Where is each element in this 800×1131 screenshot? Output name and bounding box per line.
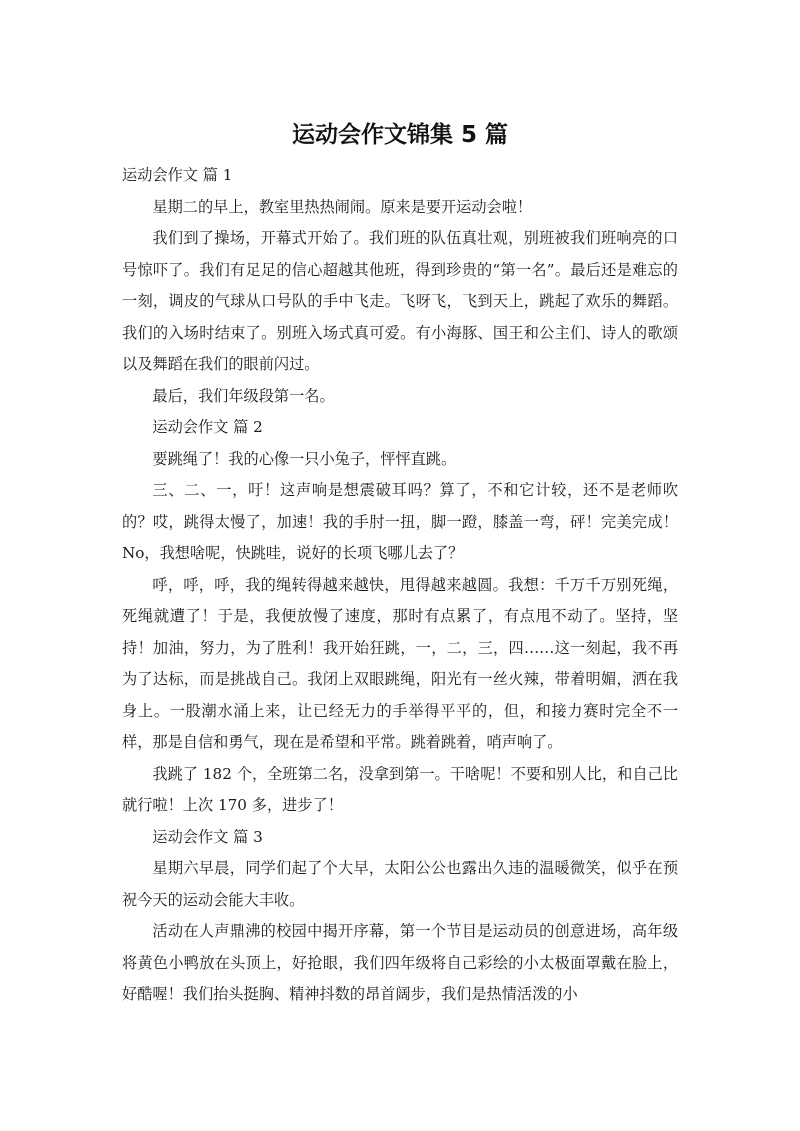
- paragraph: 我跳了 182 个，全班第二名，没拿到第一。干啥呢！不要和别人比，和自己比就行啦！上次 170 多，进步了！: [122, 764, 678, 814]
- paragraph: 星期六早晨，同学们起了个大早，太阳公公也露出久违的温暖微笑，似乎在预祝今天的运动会能大丰收。: [122, 859, 678, 909]
- paragraph: 我们到了操场，开幕式开始了。我们班的队伍真壮观，别班被我们班响亮的口号惊吓了。我们有足足的信心超越其他班，得到珍贵的“第一名”。最后还是难忘的一刻，调皮的气球从口号队的手中飞走。飞呀飞，飞到天上，跳起了欢乐的舞蹈。我们的入场时结束了。别班入场式真可爱。有小海豚、国王和公主们、诗人的歌颂以及舞蹈在我们的眼前闪过。: [122, 229, 678, 373]
- paragraph: 活动在人声鼎沸的校园中揭开序幕，第一个节目是运动员的创意进场，高年级将黄色小鸭放在头顶上，好抢眼，我们四年级将自己彩绘的小太极面罩戴在脸上，好酷喔！我们抬头挺胸、精神抖数的昂首阔步，我们是热情活泼的小: [122, 922, 678, 1003]
- paragraph: 星期二的早上，教室里热热闹闹。原来是要开运动会啦！: [152, 197, 533, 216]
- paragraph: 最后，我们年级段第一名。: [152, 386, 335, 405]
- paragraph: 运动会作文 篇 2: [152, 418, 263, 436]
- paragraph: 运动会作文 篇 3: [152, 827, 263, 846]
- paragraph: 要跳绳了！我的心像一只小兔子，怦怦直跳。: [152, 449, 457, 468]
- paragraph: 三、二、一，吁！这声响是想震破耳吗？算了，不和它计较，还不是老师吹的？哎，跳得太慢了，加速！我的手肘一扭，脚一蹬，膝盖一弯，砰！完美完成！No，我想啥呢，快跳哇，说好的长项飞哪儿去了？: [122, 481, 678, 562]
- paragraph: 呼，呼，呼，我的绳转得越来越快，甩得越来越圆。我想：千万千万别死绳，死绳就遭了！于是，我便放慢了速度，那时有点累了，有点甩不动了。坚持，坚持！加油，努力，为了胜利！我开始狂跳，一，二，三，四……这一刻起，我不再为了达标，而是挑战自己。我闭上双眼跳绳，阳光有一丝火辣，带着明媚，洒在我身上。一股潮水涌上来，让已经无力的手举得平平的，但，和接力赛时完全不一样，那是自信和勇气，现在是希望和平常。跳着跳着，哨声响了。: [122, 575, 678, 751]
- paragraph: 运动会作文 篇 1: [122, 166, 233, 184]
- document-body: [122, 160, 678, 1011]
- document-title: 运动会作文锦集 5 篇: [291, 122, 509, 148]
